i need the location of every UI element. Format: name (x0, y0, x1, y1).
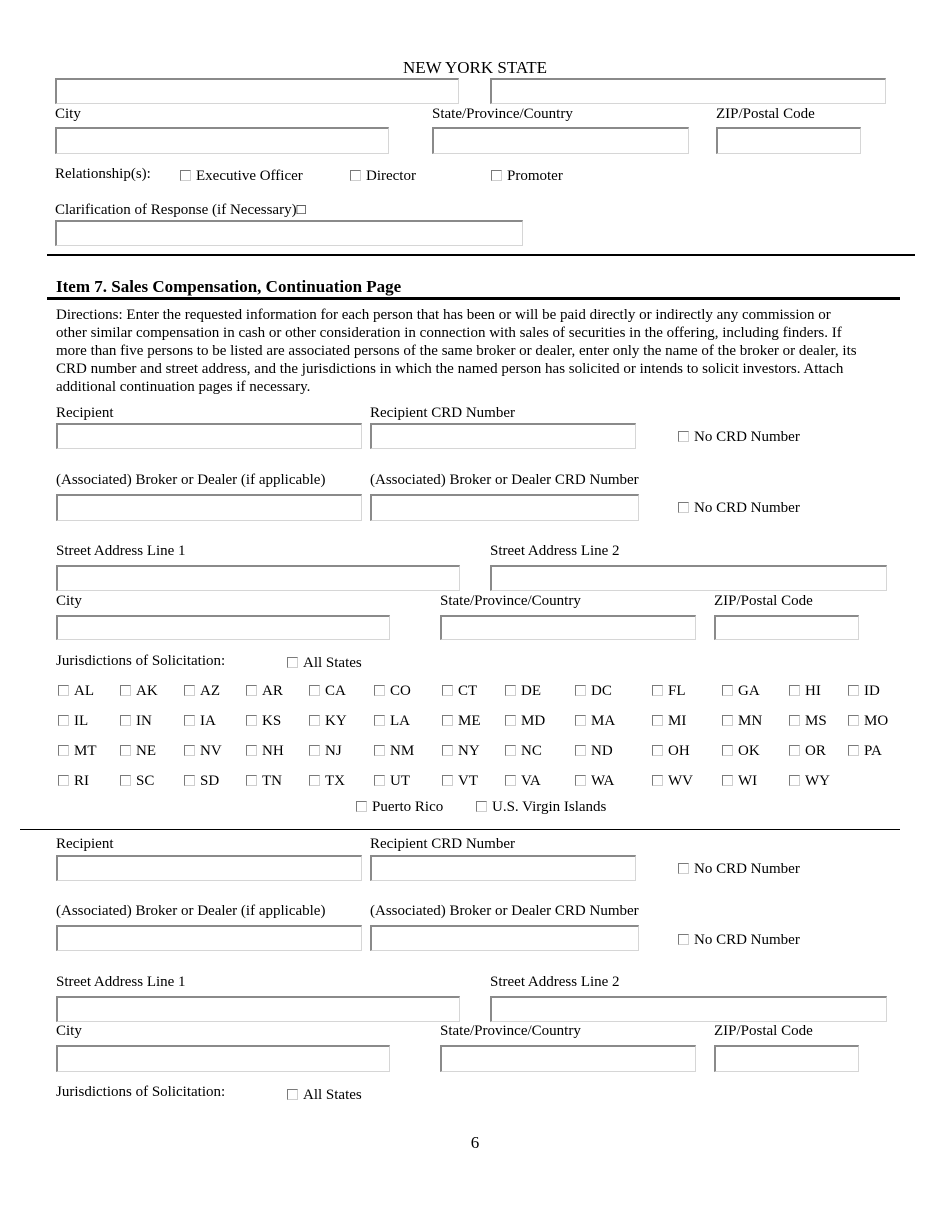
state-checkbox-nh[interactable] (246, 744, 284, 759)
state-checkbox-ms[interactable] (789, 714, 827, 729)
recipient-crd-input[interactable] (370, 423, 636, 449)
state-code-label: WV (668, 773, 693, 789)
checkbox-box[interactable] (848, 715, 859, 726)
checkbox-box[interactable] (180, 170, 191, 181)
state-code-label: CO (390, 683, 411, 699)
top-zip-label: ZIP/Postal Code (716, 106, 815, 122)
checkbox-box[interactable] (287, 657, 298, 668)
state-code-label: AR (262, 683, 283, 699)
virgin-islands-checkbox[interactable] (476, 800, 606, 815)
state-label: State/Province/Country (440, 593, 581, 609)
jurisdictions-label: Jurisdictions of Solicitation: (56, 653, 226, 669)
checkbox-box[interactable] (652, 685, 663, 696)
state-checkbox-va[interactable] (505, 774, 541, 789)
state-checkbox-ne[interactable] (120, 744, 156, 759)
state-checkbox-ny[interactable] (442, 744, 480, 759)
page-number: 6 (470, 1133, 480, 1152)
all-states-checkbox[interactable] (287, 656, 362, 671)
checkbox-box[interactable] (505, 715, 516, 726)
checkbox-box[interactable] (789, 685, 800, 696)
top-city-input[interactable] (55, 127, 389, 154)
state-code-label: MS (805, 713, 827, 729)
state-checkbox-mt[interactable] (58, 744, 97, 759)
no-crd-2-checkbox[interactable] (678, 862, 800, 877)
checkbox-box[interactable] (442, 775, 453, 786)
checkbox-box[interactable] (120, 685, 131, 696)
checkbox-box[interactable] (678, 431, 689, 442)
state-code-label: NE (136, 743, 156, 759)
state-code-label: WA (591, 773, 615, 789)
state-checkbox-or[interactable] (789, 744, 826, 759)
prev-street-line2-input[interactable] (490, 78, 886, 104)
state-code-label: IL (74, 713, 89, 729)
directions-line: additional continuation pages if necessary. (56, 379, 311, 395)
state-code-label: NC (521, 743, 542, 759)
checkbox-box[interactable] (58, 685, 69, 696)
state-code-label: NM (390, 743, 415, 759)
checkbox-box[interactable] (246, 685, 257, 696)
checkbox-box[interactable] (374, 685, 385, 696)
checkbox-box[interactable] (678, 863, 689, 874)
city-label: City (56, 1023, 82, 1039)
top-zip-input[interactable] (716, 127, 861, 154)
form-state-title: NEW YORK STATE (402, 58, 548, 77)
state-code-label: UT (390, 773, 410, 789)
checkbox-box[interactable] (120, 715, 131, 726)
state-checkbox-ut[interactable] (374, 774, 410, 789)
directions-line: other similar compensation in cash or other consideration in connection with sales of securities in the offering, including finders. If (56, 325, 842, 341)
street1-2-input[interactable] (56, 996, 460, 1022)
checkbox-box[interactable] (722, 775, 733, 786)
state-checkbox-wi[interactable] (722, 774, 757, 789)
recipient-divider (20, 829, 900, 830)
state-checkbox-pa[interactable] (848, 744, 882, 759)
promoter-checkbox[interactable] (491, 169, 563, 184)
state-checkbox-id[interactable] (848, 684, 880, 699)
city-input[interactable] (56, 615, 390, 640)
checkbox-box[interactable] (848, 745, 859, 756)
state-checkbox-sd[interactable] (184, 774, 219, 789)
state-code-label: MI (668, 713, 687, 729)
broker-crd-label: (Associated) Broker or Dealer CRD Number (370, 472, 639, 488)
checkbox-box[interactable] (246, 745, 257, 756)
state-checkbox-md[interactable] (505, 714, 545, 729)
state-checkbox-ks[interactable] (246, 714, 281, 729)
checkbox-box[interactable] (309, 775, 320, 786)
checkbox-box[interactable] (652, 775, 663, 786)
state-checkbox-la[interactable] (374, 714, 410, 729)
checkbox-box[interactable] (789, 775, 800, 786)
state-code-label: RI (74, 773, 89, 789)
checkbox-box[interactable] (58, 715, 69, 726)
checkbox-box[interactable] (184, 775, 195, 786)
executive-officer-checkbox[interactable] (180, 169, 303, 184)
state-code-label: IA (200, 713, 216, 729)
checkbox-box[interactable] (184, 745, 195, 756)
section-title: Item 7. Sales Compensation, Continuation Page (56, 277, 402, 296)
checkbox-box[interactable] (575, 715, 586, 726)
state-code-label: AZ (200, 683, 220, 699)
state-code-label: VA (521, 773, 541, 789)
checkbox-box[interactable] (58, 775, 69, 786)
checkbox-box[interactable] (442, 715, 453, 726)
broker-label: (Associated) Broker or Dealer (if applicable) (56, 472, 326, 488)
city-label: City (56, 593, 82, 609)
state-code-label: CA (325, 683, 346, 699)
street2-2-input[interactable] (490, 996, 887, 1022)
state-checkbox-ca[interactable] (309, 684, 346, 699)
state-checkbox-mi[interactable] (652, 714, 686, 729)
recipient-crd-label: Recipient CRD Number (370, 836, 515, 852)
street1-label: Street Address Line 1 (56, 974, 186, 990)
state-checkbox-tx[interactable] (309, 774, 345, 789)
no-crd-label: No CRD Number (694, 861, 800, 877)
checkbox-box[interactable] (678, 934, 689, 945)
state-checkbox-mn[interactable] (722, 714, 762, 729)
state-code-label: MD (521, 713, 546, 729)
state-code-label: GA (738, 683, 760, 699)
jurisdictions-label: Jurisdictions of Solicitation: (56, 1084, 226, 1100)
no-crd-label: No CRD Number (694, 429, 800, 445)
recipient-2-crd-input[interactable] (370, 855, 636, 881)
state-checkbox-nj[interactable] (309, 744, 342, 759)
state-checkbox-wa[interactable] (575, 774, 614, 789)
state-checkbox-nd[interactable] (575, 744, 613, 759)
state-code-label: NJ (325, 743, 342, 759)
street1-label: Street Address Line 1 (56, 543, 186, 559)
zip-label: ZIP/Postal Code (714, 593, 813, 609)
all-states-label: All States (303, 1087, 362, 1103)
checkbox-box[interactable] (184, 685, 195, 696)
state-code-label: AL (74, 683, 94, 699)
puerto-rico-label: Puerto Rico (372, 799, 444, 815)
no-crd-checkbox[interactable] (678, 430, 800, 445)
state-checkbox-tn[interactable] (246, 774, 282, 789)
checkbox-box[interactable] (442, 745, 453, 756)
state-checkbox-ia[interactable] (184, 714, 216, 729)
street2-label: Street Address Line 2 (490, 543, 620, 559)
checkbox-box[interactable] (120, 745, 131, 756)
state-code-label: KY (325, 713, 347, 729)
checkbox-box[interactable] (652, 715, 663, 726)
checkbox-box[interactable] (491, 170, 502, 181)
checkbox-box[interactable] (184, 715, 195, 726)
checkbox-box[interactable] (442, 685, 453, 696)
state-checkbox-co[interactable] (374, 684, 411, 699)
broker-2-no-crd-checkbox[interactable] (678, 933, 800, 948)
broker-2-input[interactable] (56, 925, 362, 951)
directions-line: more than five persons to be listed are associated persons of the same broker or dealer, enter only the name of the broker or dealer, its (56, 343, 857, 359)
relationships-label: Relationship(s): (55, 166, 151, 182)
state-code-label: MO (864, 713, 889, 729)
state-code-label: ID (864, 683, 880, 699)
state-checkbox-nm[interactable] (374, 744, 414, 759)
broker-input[interactable] (56, 494, 362, 521)
checkbox-box[interactable] (722, 685, 733, 696)
all-states-2-checkbox[interactable] (287, 1088, 362, 1103)
checkbox-box[interactable] (58, 745, 69, 756)
zip-label: ZIP/Postal Code (714, 1023, 813, 1039)
checkbox-box[interactable] (722, 715, 733, 726)
broker-label: (Associated) Broker or Dealer (if applicable) (56, 903, 326, 919)
directions-text (56, 306, 916, 396)
street2-label: Street Address Line 2 (490, 974, 620, 990)
state-checkbox-de[interactable] (505, 684, 541, 699)
recipient-label: Recipient (56, 405, 114, 421)
checkbox-box[interactable] (505, 775, 516, 786)
state-checkbox-sc[interactable] (120, 774, 154, 789)
state-checkbox-vt[interactable] (442, 774, 478, 789)
state-code-label: NV (200, 743, 222, 759)
zip-2-input[interactable] (714, 1045, 859, 1072)
state-code-label: LA (390, 713, 410, 729)
state-checkbox-ok[interactable] (722, 744, 760, 759)
top-state-label: State/Province/Country (432, 106, 573, 122)
no-crd-label: No CRD Number (694, 932, 800, 948)
broker-crd-input[interactable] (370, 494, 639, 521)
prev-street-line1-input[interactable] (55, 78, 459, 104)
checkbox-box[interactable] (848, 685, 859, 696)
state-2-input[interactable] (440, 1045, 696, 1072)
checkbox-box[interactable] (246, 715, 257, 726)
state-checkbox-ky[interactable] (309, 714, 347, 729)
state-code-label: SD (200, 773, 220, 789)
state-code-label: DE (521, 683, 541, 699)
state-checkbox-al[interactable] (58, 684, 94, 699)
directions-line: Directions: Enter the requested information for each person that has been or will be paid directly or indirectly any commission or (56, 307, 831, 323)
state-code-label: PA (864, 743, 882, 759)
zip-input[interactable] (714, 615, 859, 640)
state-code-label: KS (262, 713, 282, 729)
section-divider (47, 254, 915, 256)
state-code-label: MT (74, 743, 97, 759)
state-checkbox-in[interactable] (120, 714, 152, 729)
checkbox-box[interactable] (575, 775, 586, 786)
checkbox-box[interactable] (120, 775, 131, 786)
state-code-label: MN (738, 713, 763, 729)
state-checkbox-oh[interactable] (652, 744, 690, 759)
state-code-label: CT (458, 683, 478, 699)
state-checkbox-ga[interactable] (722, 684, 760, 699)
promoter-label: Promoter (507, 168, 563, 184)
state-checkbox-nv[interactable] (184, 744, 222, 759)
state-code-label: TX (325, 773, 345, 789)
checkbox-box[interactable] (575, 745, 586, 756)
state-code-label: AK (136, 683, 158, 699)
state-code-label: OH (668, 743, 690, 759)
state-code-label: FL (668, 683, 686, 699)
state-code-label: NH (262, 743, 284, 759)
state-code-label: MA (591, 713, 616, 729)
state-checkbox-wv[interactable] (652, 774, 693, 789)
clarification-label: Clarification of Response (if Necessary)□ (55, 202, 306, 218)
state-code-label: HI (805, 683, 821, 699)
section-title-rule (47, 297, 900, 300)
checkbox-box[interactable] (287, 1089, 298, 1100)
state-code-label: WI (738, 773, 758, 789)
state-code-label: VT (458, 773, 478, 789)
puerto-rico-checkbox[interactable] (356, 800, 443, 815)
checkbox-box[interactable] (374, 775, 385, 786)
state-code-label: OR (805, 743, 826, 759)
checkbox-box[interactable] (652, 745, 663, 756)
state-checkbox-ma[interactable] (575, 714, 615, 729)
checkbox-box[interactable] (374, 715, 385, 726)
state-checkbox-wy[interactable] (789, 774, 830, 789)
state-checkbox-hi[interactable] (789, 684, 821, 699)
broker-no-crd-checkbox[interactable] (678, 501, 800, 516)
checkbox-box[interactable] (246, 775, 257, 786)
city-2-input[interactable] (56, 1045, 390, 1072)
directions-line: CRD number and street address, and the jurisdictions in which the named person has solicited or intends to solicit investors. Attach (56, 361, 844, 377)
top-state-input[interactable] (432, 127, 689, 154)
all-states-label: All States (303, 655, 362, 671)
checkbox-box[interactable] (309, 745, 320, 756)
state-checkbox-fl[interactable] (652, 684, 686, 699)
state-checkbox-ar[interactable] (246, 684, 283, 699)
virgin-islands-label: U.S. Virgin Islands (492, 799, 607, 815)
checkbox-box[interactable] (356, 801, 367, 812)
broker-2-crd-input[interactable] (370, 925, 639, 951)
state-checkbox-me[interactable] (442, 714, 481, 729)
clarification-input[interactable] (55, 220, 523, 246)
state-code-label: OK (738, 743, 760, 759)
state-input[interactable] (440, 615, 696, 640)
checkbox-box[interactable] (678, 502, 689, 513)
state-label: State/Province/Country (440, 1023, 581, 1039)
executive-officer-label: Executive Officer (196, 168, 303, 184)
checkbox-box[interactable] (374, 745, 385, 756)
checkbox-box[interactable] (789, 715, 800, 726)
checkbox-box[interactable] (575, 685, 586, 696)
broker-crd-label: (Associated) Broker or Dealer CRD Number (370, 903, 639, 919)
top-city-label: City (55, 106, 81, 122)
state-code-label: NY (458, 743, 480, 759)
director-label: Director (366, 168, 416, 184)
state-checkbox-mo[interactable] (848, 714, 888, 729)
checkbox-box[interactable] (309, 715, 320, 726)
state-code-label: SC (136, 773, 155, 789)
recipient-label: Recipient (56, 836, 114, 852)
recipient-input[interactable] (56, 423, 362, 449)
checkbox-box[interactable] (789, 745, 800, 756)
no-crd-label: No CRD Number (694, 500, 800, 516)
state-checkbox-ct[interactable] (442, 684, 477, 699)
state-code-label: WY (805, 773, 830, 789)
state-checkbox-dc[interactable] (575, 684, 612, 699)
street2-input[interactable] (490, 565, 887, 591)
state-code-label: IN (136, 713, 152, 729)
director-checkbox[interactable] (350, 169, 416, 184)
state-checkbox-ri[interactable] (58, 774, 89, 789)
state-checkbox-il[interactable] (58, 714, 88, 729)
checkbox-box[interactable] (505, 745, 516, 756)
state-checkbox-az[interactable] (184, 684, 220, 699)
recipient-crd-label: Recipient CRD Number (370, 405, 515, 421)
state-checkbox-ak[interactable] (120, 684, 158, 699)
state-checkbox-nc[interactable] (505, 744, 542, 759)
checkbox-box[interactable] (309, 685, 320, 696)
state-code-label: ND (591, 743, 613, 759)
state-code-label: TN (262, 773, 282, 789)
checkbox-box[interactable] (476, 801, 487, 812)
checkbox-box[interactable] (505, 685, 516, 696)
state-code-label: DC (591, 683, 612, 699)
checkbox-box[interactable] (350, 170, 361, 181)
checkbox-box[interactable] (722, 745, 733, 756)
street1-input[interactable] (56, 565, 460, 591)
recipient-2-input[interactable] (56, 855, 362, 881)
state-code-label: ME (458, 713, 481, 729)
